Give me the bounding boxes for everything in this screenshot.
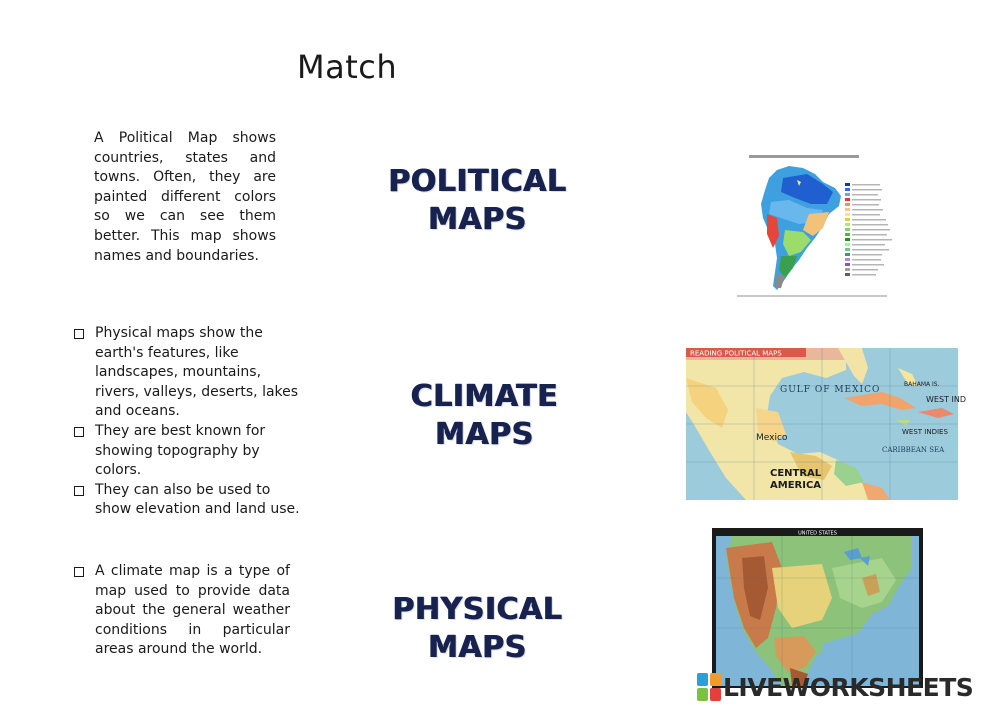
liveworksheets-logo-icon bbox=[697, 673, 721, 701]
checkbox-icon bbox=[74, 486, 84, 496]
watermark-text: LIVEWORKSHEETS bbox=[723, 672, 974, 702]
term-climate-maps[interactable]: CLIMATE MAPS bbox=[411, 379, 559, 452]
physical-map-description bbox=[74, 324, 304, 520]
physical-bullet-3: They can also be used to show elevation and land use. bbox=[74, 481, 304, 520]
term-political-maps[interactable]: POLITICAL MAPS bbox=[388, 164, 568, 237]
central-america-political-map-icon bbox=[686, 348, 966, 500]
svg-text:Mexico: Mexico bbox=[756, 433, 788, 443]
term-physical-maps[interactable]: PHYSICAL MAPS bbox=[393, 592, 563, 665]
physical-bullet-1: Physical maps show the earth's features, like landscapes, mountains, rivers, valleys, deserts, lakes and oceans. bbox=[74, 324, 304, 422]
svg-text:WEST INDIES: WEST INDIES bbox=[902, 428, 948, 436]
svg-text:AMERICA: AMERICA bbox=[770, 480, 822, 491]
page-title: Match bbox=[297, 48, 398, 86]
political-map-image[interactable] bbox=[686, 348, 966, 500]
svg-text:BAHAMA IS.: BAHAMA IS. bbox=[904, 381, 940, 388]
climate-map-description bbox=[74, 562, 290, 660]
checkbox-icon bbox=[74, 329, 84, 339]
svg-text:CENTRAL: CENTRAL bbox=[770, 468, 822, 479]
svg-text:CARIBBEAN SEA: CARIBBEAN SEA bbox=[882, 446, 945, 454]
political-map-description: A Political Map shows countries, states and towns. Often, they are painted different colors so we can see them better. This map shows names and boundaries. bbox=[94, 130, 276, 264]
climate-map-image[interactable] bbox=[737, 152, 899, 300]
svg-text:GULF OF MEXICO: GULF OF MEXICO bbox=[780, 385, 881, 395]
south-america-climate-map-icon bbox=[737, 152, 899, 300]
physical-bullet-2: They are best known for showing topography by colors. bbox=[74, 422, 304, 481]
checkbox-icon bbox=[74, 567, 84, 577]
liveworksheets-watermark bbox=[697, 672, 973, 702]
physical-map-image[interactable] bbox=[712, 528, 923, 688]
political-map-banner: READING POLITICAL MAPS bbox=[690, 349, 782, 358]
climate-bullet-1: A climate map is a type of map used to provide data about the general weather conditions in particular areas around the world. bbox=[74, 562, 290, 660]
svg-text:WEST IND: WEST IND bbox=[926, 395, 966, 404]
physical-map-banner: UNITED STATES bbox=[798, 530, 837, 537]
checkbox-icon bbox=[74, 427, 84, 437]
north-america-physical-map-icon bbox=[712, 528, 923, 688]
